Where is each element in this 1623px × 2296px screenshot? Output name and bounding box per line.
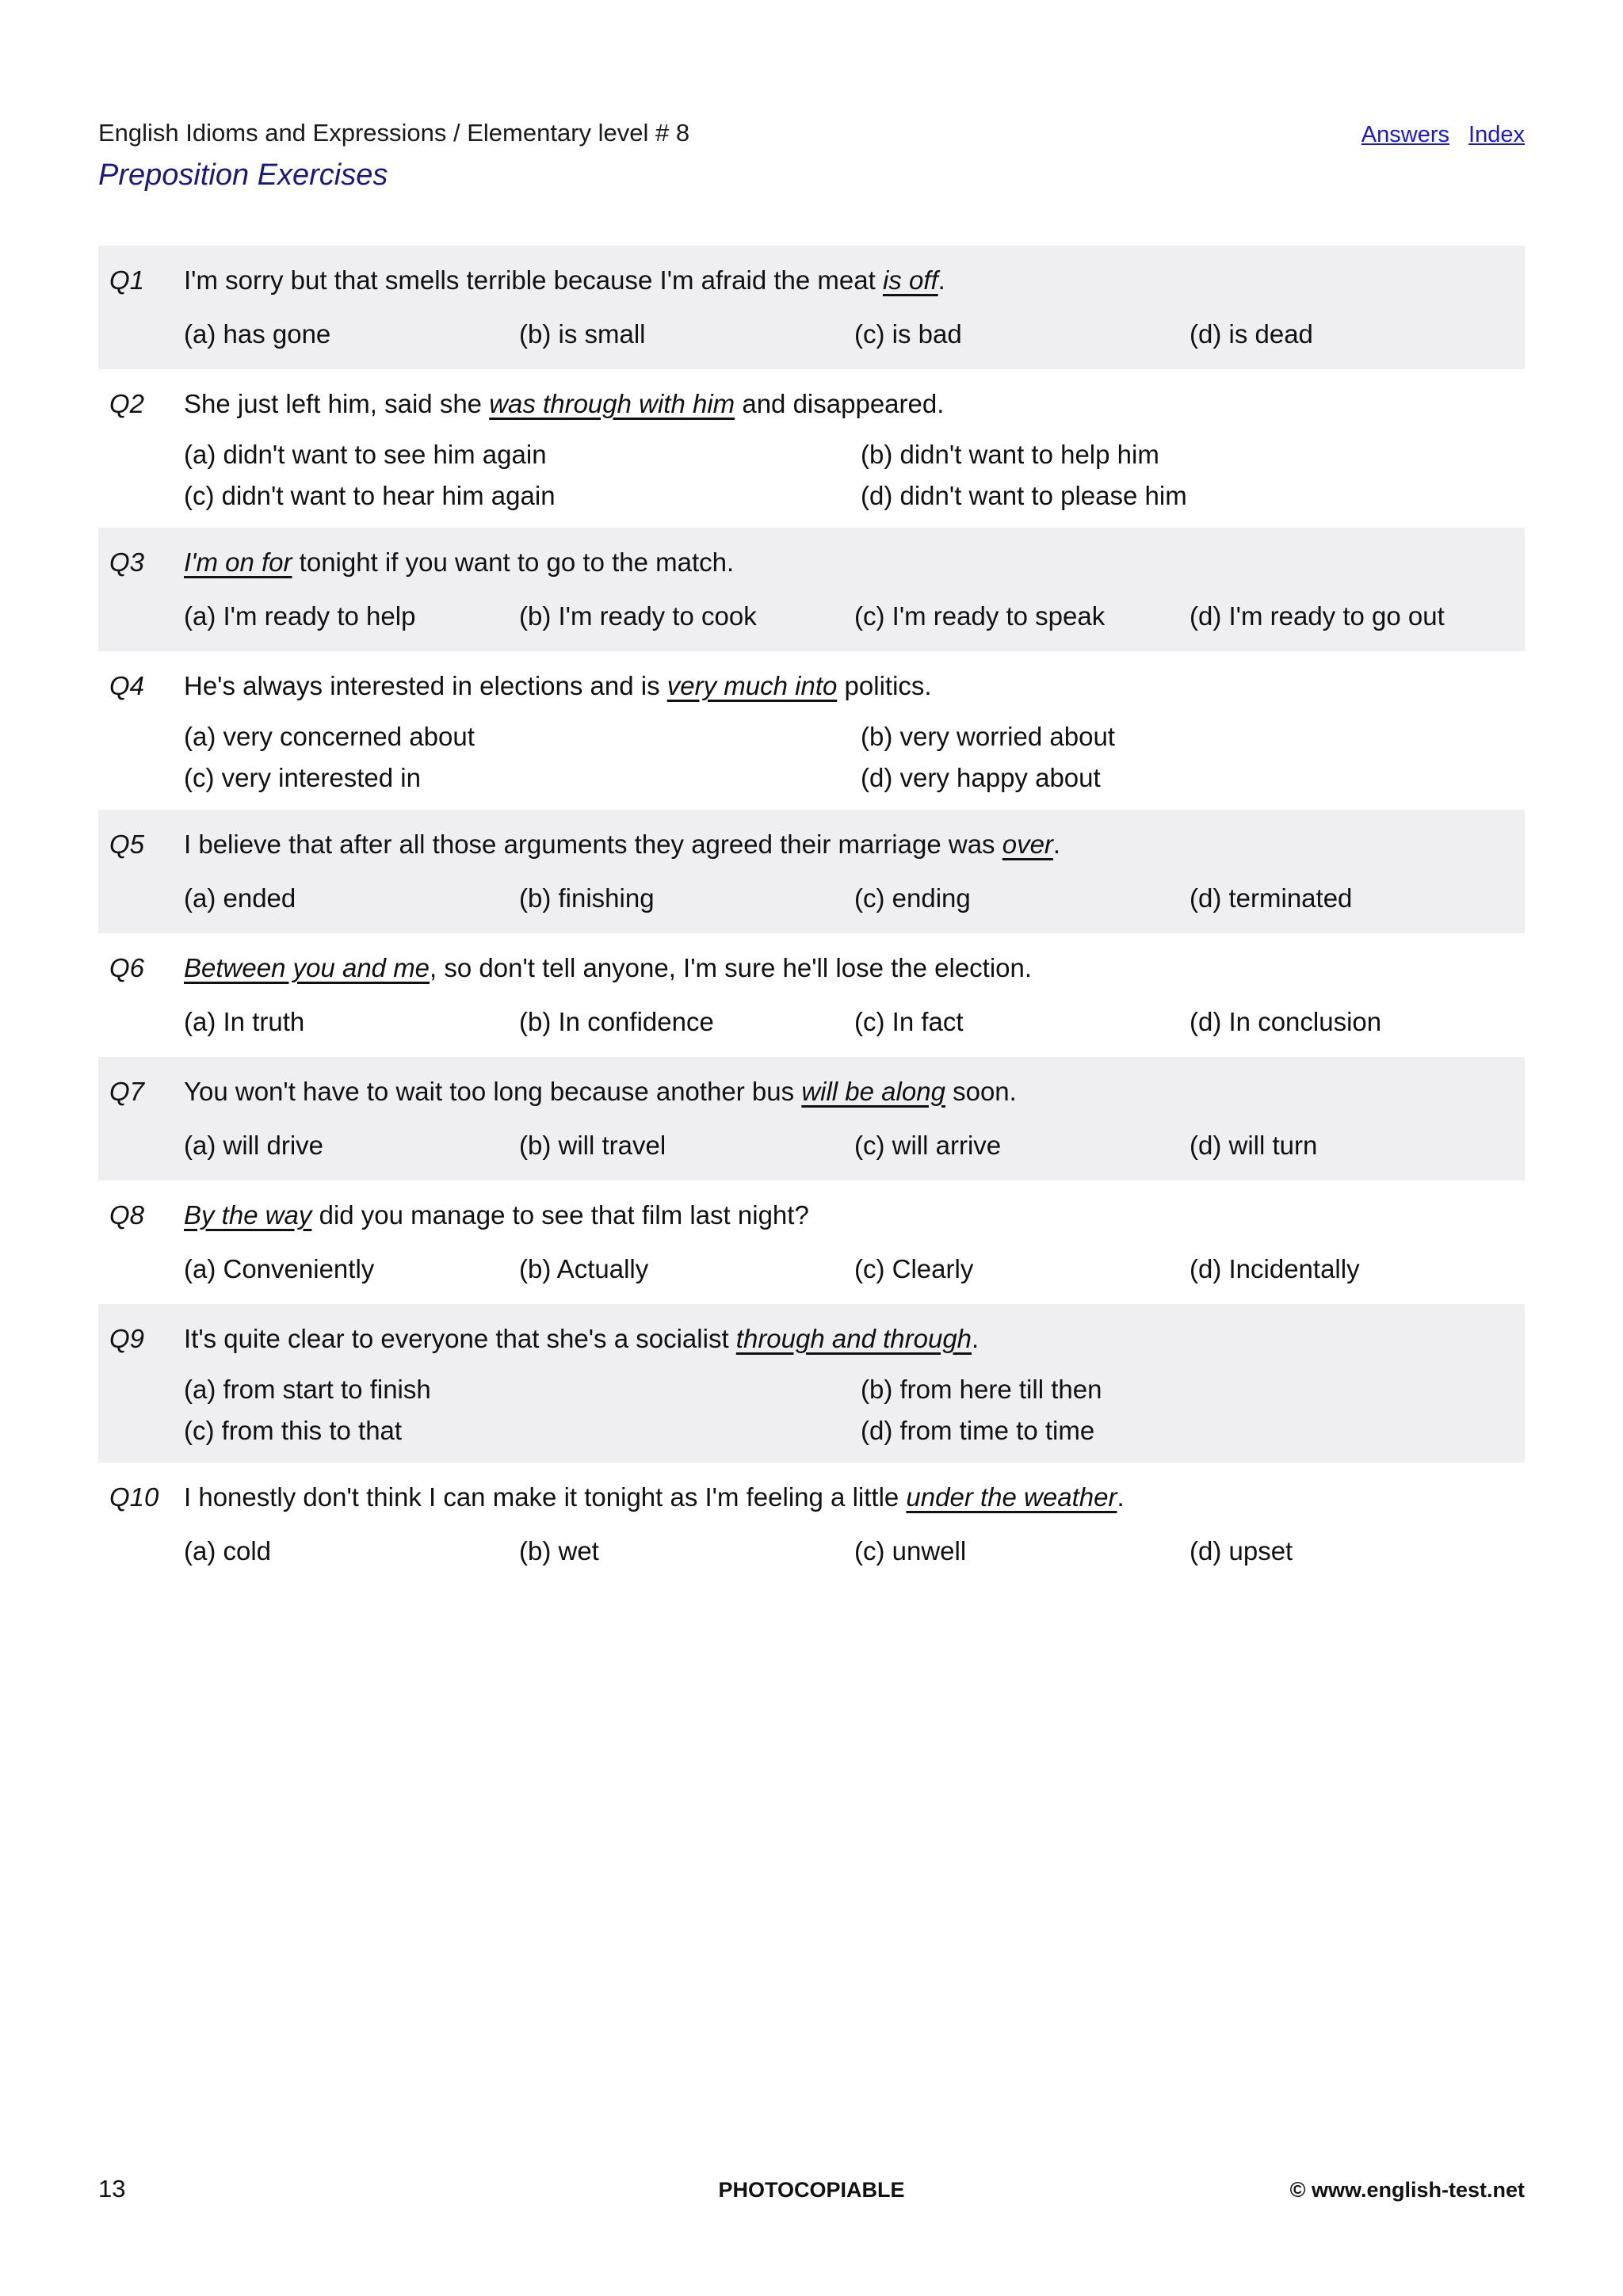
option-c[interactable]: (c) didn't want to hear him again xyxy=(184,481,556,510)
option-c[interactable]: (c) I'm ready to speak xyxy=(854,601,1106,631)
question-text: He's always interested in elections and is very much into politics. xyxy=(184,671,932,700)
options xyxy=(184,1122,1525,1169)
section-title: Preposition Exercises xyxy=(98,158,388,192)
idiom-phrase: over xyxy=(1002,830,1053,859)
option-a[interactable]: (a) will drive xyxy=(184,1131,324,1160)
option-c[interactable]: (c) Clearly xyxy=(854,1254,974,1283)
question-number: Q9 xyxy=(109,1324,145,1353)
option-b[interactable]: (b) is small xyxy=(519,319,646,349)
option-d[interactable]: (d) In conclusion xyxy=(1190,1007,1382,1036)
options xyxy=(184,311,1525,358)
question-6 xyxy=(98,933,1525,1057)
option-d[interactable]: (d) from time to time xyxy=(861,1416,1095,1445)
option-a[interactable]: (a) didn't want to see him again xyxy=(184,440,547,469)
option-b[interactable]: (b) Actually xyxy=(519,1254,649,1283)
idiom-phrase: through and through xyxy=(735,1324,972,1353)
idiom-phrase: very much into xyxy=(666,671,838,700)
question-10 xyxy=(98,1463,1525,1586)
question-4 xyxy=(98,651,1525,810)
question-number: Q1 xyxy=(109,265,145,295)
question-list xyxy=(98,246,1525,1586)
option-a[interactable]: (a) Conveniently xyxy=(184,1254,375,1283)
question-number: Q7 xyxy=(109,1077,145,1106)
option-c[interactable]: (c) In fact xyxy=(854,1007,964,1036)
option-a[interactable]: (a) cold xyxy=(184,1536,272,1566)
option-c[interactable]: (c) will arrive xyxy=(854,1131,1002,1160)
option-d[interactable]: (d) will turn xyxy=(1190,1131,1318,1160)
option-a[interactable]: (a) I'm ready to help xyxy=(184,601,416,631)
header-title: English Idioms and Expressions / Elementary level # 8 xyxy=(98,119,690,147)
copyright-notice: © www.english-test.net xyxy=(1289,2178,1525,2202)
option-b[interactable]: (b) I'm ready to cook xyxy=(519,601,757,631)
options xyxy=(184,434,1525,517)
question-number: Q3 xyxy=(109,547,145,577)
option-c[interactable]: (c) from this to that xyxy=(184,1416,403,1445)
question-5 xyxy=(98,810,1525,933)
option-d[interactable]: (d) upset xyxy=(1190,1536,1293,1566)
question-text: It's quite clear to everyone that she's a socialist through and through. xyxy=(184,1324,980,1353)
option-d[interactable]: (d) Incidentally xyxy=(1190,1254,1360,1283)
question-text: I'm sorry but that smells terrible because I'm afraid the meat is off. xyxy=(184,265,945,295)
question-number: Q8 xyxy=(109,1200,145,1230)
option-d[interactable]: (d) terminated xyxy=(1190,883,1353,913)
question-7 xyxy=(98,1057,1525,1180)
question-number: Q10 xyxy=(109,1482,159,1512)
option-a[interactable]: (a) from start to finish xyxy=(184,1375,431,1404)
option-b[interactable]: (b) very worried about xyxy=(861,722,1115,751)
option-b[interactable]: (b) didn't want to help him xyxy=(861,440,1159,469)
question-1 xyxy=(98,246,1525,369)
option-b[interactable]: (b) from here till then xyxy=(861,1375,1102,1404)
question-number: Q5 xyxy=(109,830,145,859)
option-d[interactable]: (d) I'm ready to go out xyxy=(1190,601,1445,631)
question-2 xyxy=(98,369,1525,528)
option-a[interactable]: (a) In truth xyxy=(184,1007,305,1036)
option-d[interactable]: (d) is dead xyxy=(1190,319,1313,349)
option-b[interactable]: (b) wet xyxy=(519,1536,599,1566)
question-text: I honestly don't think I can make it tonight as I'm feeling a little under the weather. xyxy=(184,1482,1125,1512)
options xyxy=(184,875,1525,922)
option-c[interactable]: (c) unwell xyxy=(854,1536,967,1566)
option-d[interactable]: (d) very happy about xyxy=(861,763,1101,792)
photocopiable-label: PHOTOCOPIABLE xyxy=(718,2178,905,2202)
option-c[interactable]: (c) is bad xyxy=(854,319,962,349)
option-c[interactable]: (c) ending xyxy=(854,883,971,913)
question-number: Q4 xyxy=(109,671,145,700)
options xyxy=(184,998,1525,1046)
option-a[interactable]: (a) ended xyxy=(184,883,296,913)
question-text: She just left him, said she was through with him and disappeared. xyxy=(184,389,945,418)
index-link[interactable]: Index xyxy=(1468,122,1525,147)
question-text: Between you and me, so don't tell anyone, I'm sure he'll lose the election. xyxy=(184,953,1033,982)
option-b[interactable]: (b) will travel xyxy=(519,1131,666,1160)
question-text: I believe that after all those arguments they agreed their marriage was over. xyxy=(184,830,1061,859)
header-links xyxy=(1349,122,1525,148)
page-number: 13 xyxy=(98,2175,126,2203)
idiom-phrase: By the way xyxy=(184,1200,312,1230)
question-text: By the way did you manage to see that film last night? xyxy=(184,1200,809,1230)
idiom-phrase: is off xyxy=(882,265,938,295)
options xyxy=(184,1245,1525,1293)
question-3 xyxy=(98,528,1525,651)
options xyxy=(184,1369,1525,1451)
answers-link[interactable]: Answers xyxy=(1361,122,1449,147)
question-text: You won't have to wait too long because another bus will be along soon. xyxy=(184,1077,1017,1106)
question-text: I'm on for tonight if you want to go to the match. xyxy=(184,547,735,577)
options xyxy=(184,716,1525,799)
option-a[interactable]: (a) very concerned about xyxy=(184,722,475,751)
question-9 xyxy=(98,1304,1525,1463)
idiom-phrase: under the weather xyxy=(906,1482,1117,1512)
option-a[interactable]: (a) has gone xyxy=(184,319,331,349)
idiom-phrase: Between you and me xyxy=(184,953,430,982)
question-number: Q2 xyxy=(109,389,145,418)
option-d[interactable]: (d) didn't want to please him xyxy=(861,481,1187,510)
idiom-phrase: I'm on for xyxy=(184,547,292,577)
option-b[interactable]: (b) In confidence xyxy=(519,1007,714,1036)
question-8 xyxy=(98,1180,1525,1304)
idiom-phrase: was through with him xyxy=(489,389,735,418)
page-header xyxy=(98,117,1525,195)
options xyxy=(184,593,1525,640)
question-number: Q6 xyxy=(109,953,145,982)
options xyxy=(184,1527,1525,1575)
option-c[interactable]: (c) very interested in xyxy=(184,763,421,792)
page-footer xyxy=(98,2175,1525,2206)
idiom-phrase: will be along xyxy=(801,1077,945,1106)
option-b[interactable]: (b) finishing xyxy=(519,883,655,913)
